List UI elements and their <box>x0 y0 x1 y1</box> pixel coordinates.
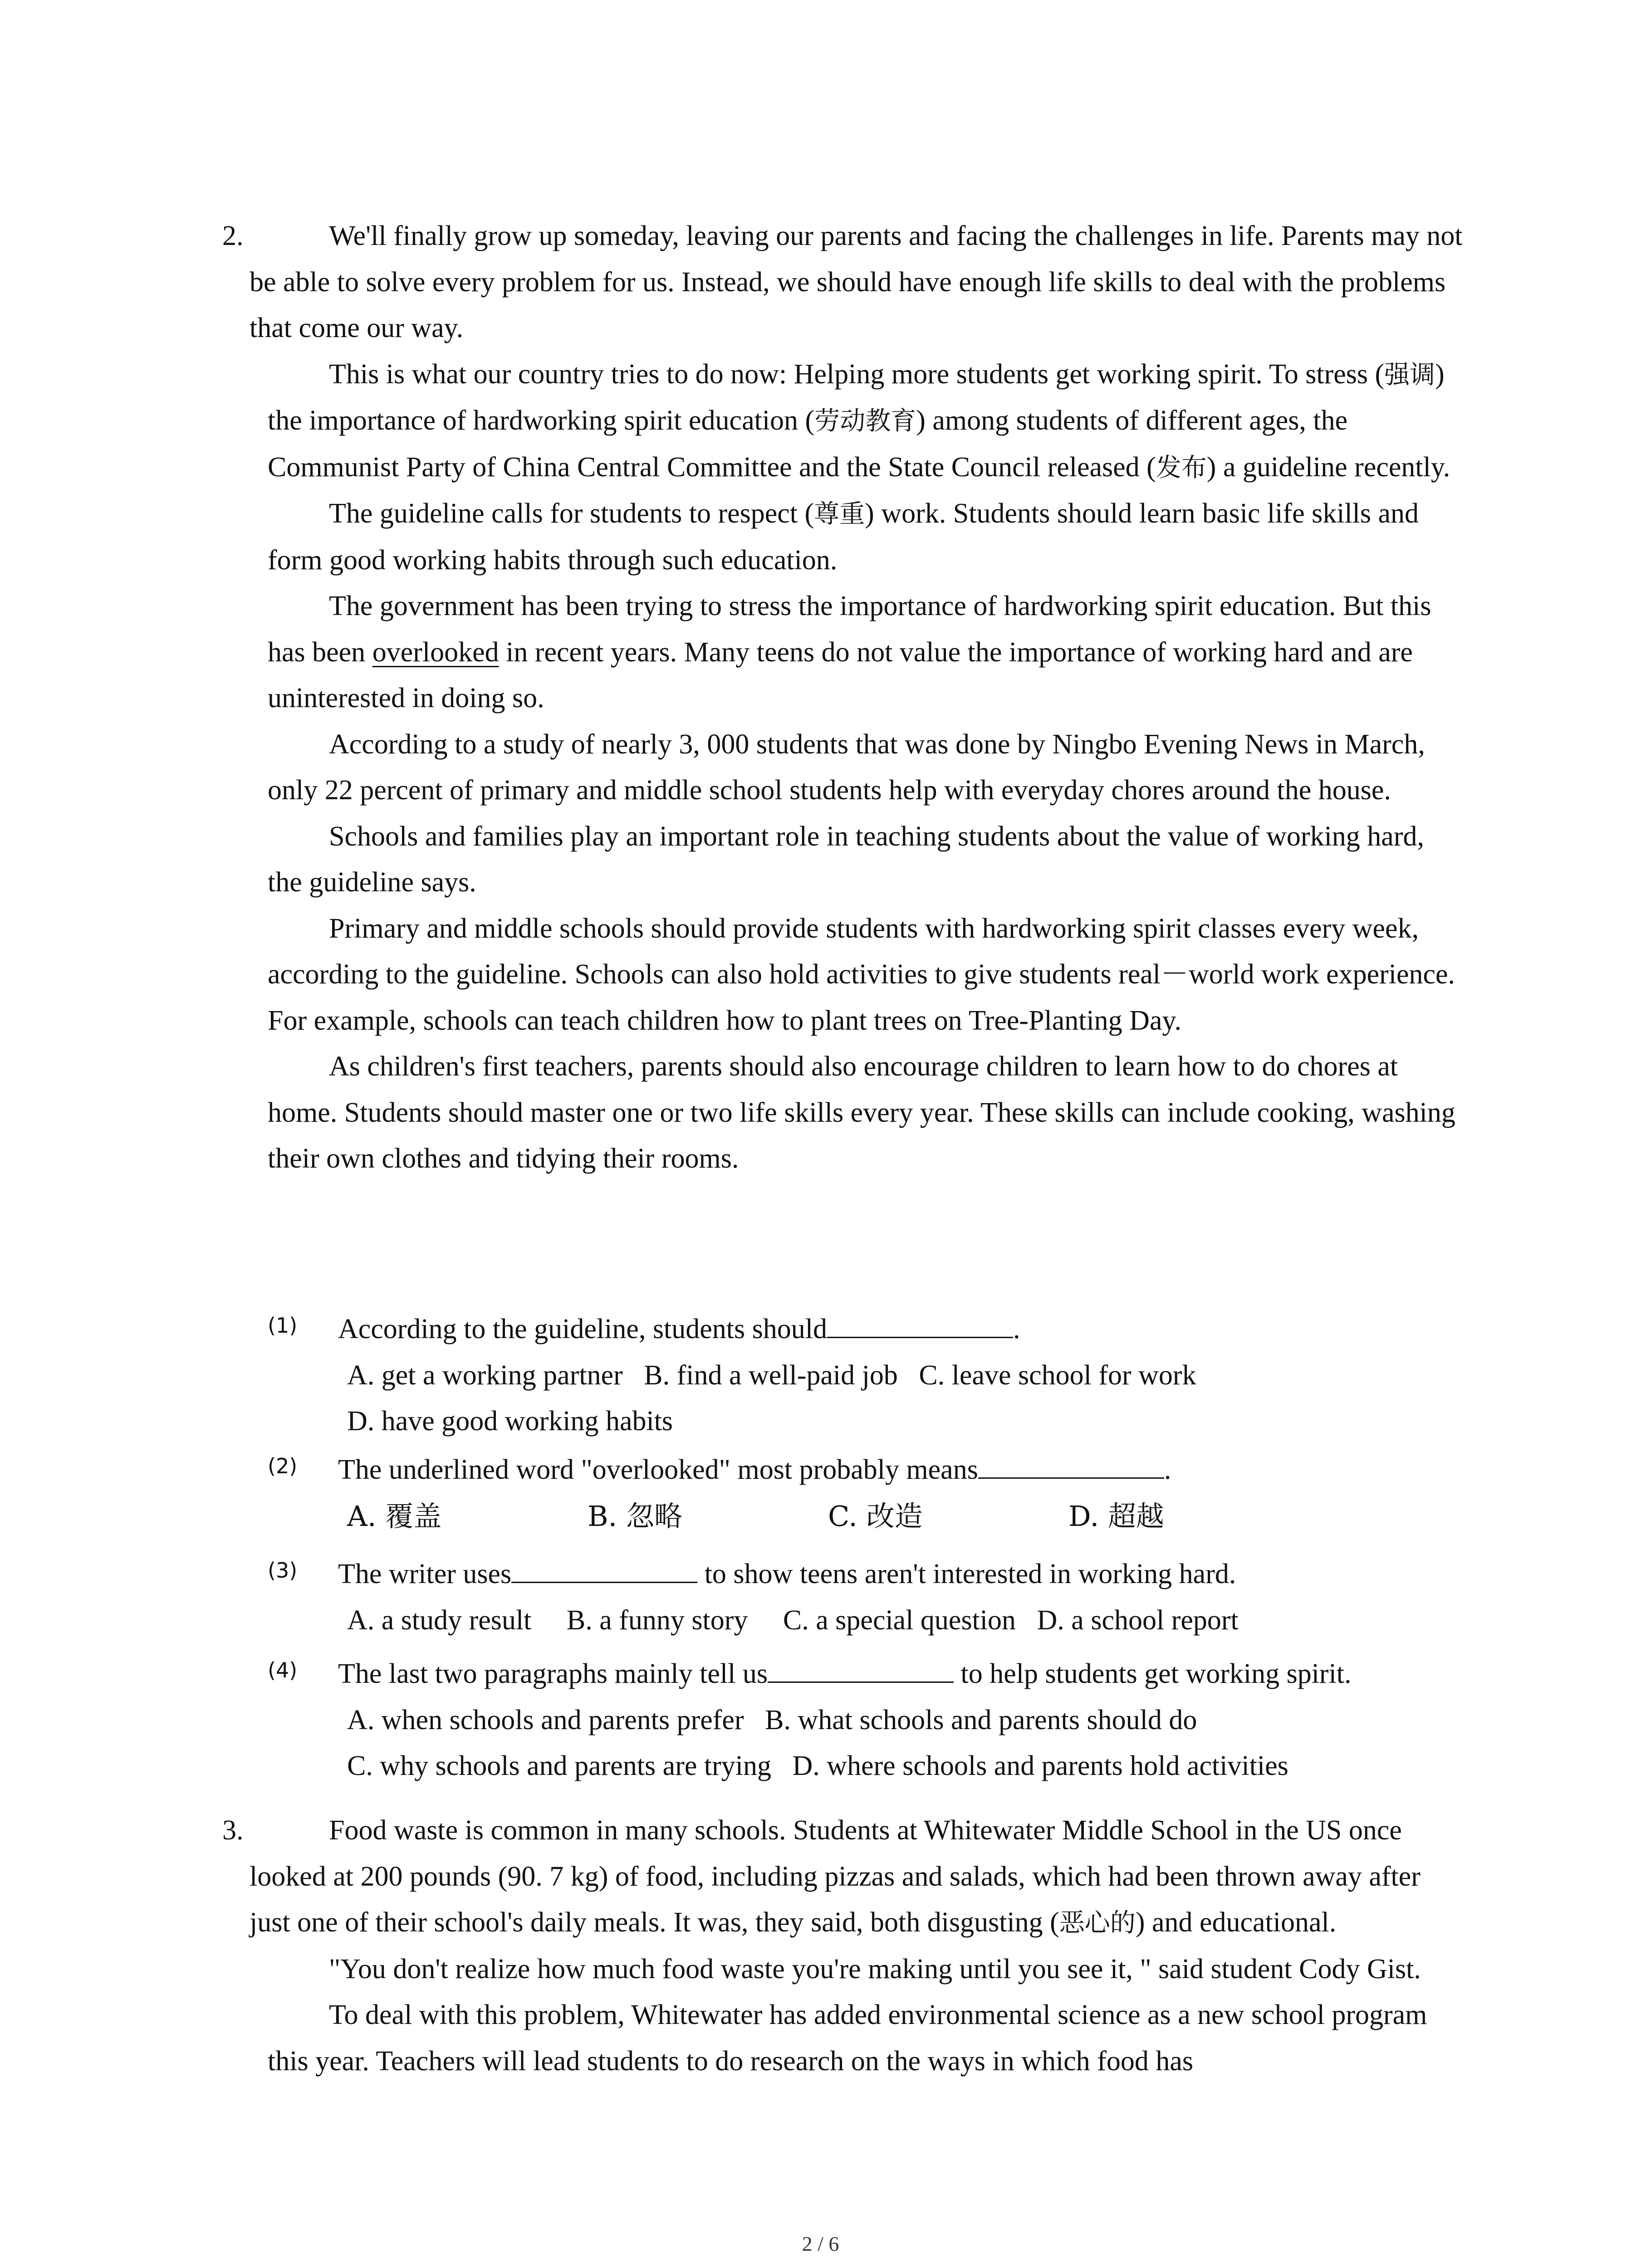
option-d: D. 超越 <box>1068 1499 1164 1533</box>
options <box>347 1493 1493 1539</box>
q2-passage <box>250 213 1465 1182</box>
question-stem: The underlined word "overlooked" most probably means . <box>338 1447 1493 1493</box>
paragraph: This is what our country tries to do now: Helping more students get working spirit. To stress (强调) the importance of hardworking spirit education (劳动教育) among students of different ages, the Communist Party of China Central Committee and the State Council released (发布) a guideline recently. <box>268 358 1450 483</box>
option-a: A. get a working partner <box>347 1359 623 1391</box>
paragraph: Primary and middle schools should provide students with hardworking spirit classes every week, according to the guideline. Schools can also hold activities to give students real－world work experience. For example, schools can teach children how to plant trees on Tree-Planting Day. <box>268 913 1455 1036</box>
option-d: D. have good working habits <box>347 1406 673 1437</box>
options <box>347 1697 1493 1744</box>
question-stem: The last two paragraphs mainly tell us to help students get working spirit. <box>338 1651 1493 1697</box>
paragraph <box>250 213 1465 352</box>
q3-passage <box>250 1808 1465 2084</box>
answer-blank <box>768 1656 954 1683</box>
paragraph: Food waste is common in many schools. Students at Whitewater Middle School in the US once looked at 200 pounds (90. 7 kg) of food, including pizzas and salads, which had been thrown away after just one of their school's daily meals. It was, they said, both disgusting (恶心的) and educational. <box>250 1815 1421 1938</box>
options <box>347 1743 1493 1789</box>
option-b: B. find a well-paid job <box>644 1359 898 1391</box>
question-number: 2. <box>222 220 244 251</box>
option-b: B. 忽略 <box>588 1499 682 1533</box>
option-b: B. what schools and parents should do <box>765 1704 1197 1735</box>
underlined-word: overlooked <box>372 636 499 668</box>
page-number: 2 / 6 <box>802 2232 839 2255</box>
answer-blank <box>978 1452 1164 1479</box>
option-d: D. a school report <box>1037 1604 1239 1636</box>
answer-blank <box>511 1556 697 1583</box>
paragraph: The guideline calls for students to respect (尊重) work. Students should learn basic life skills and form good working habits through such education. <box>268 498 1419 576</box>
option-b: B. a funny story <box>566 1604 748 1636</box>
option-c: C. why schools and parents are trying <box>347 1750 771 1781</box>
sub-question-1 <box>268 1306 1493 1445</box>
option-a: A. when schools and parents prefer <box>347 1704 744 1735</box>
paragraph-text: We'll finally grow up someday, leaving our parents and facing the challenges in life. Parents may not be able to solve every problem for us. Instead, we should have enough life skills to deal with the problems that come our way. <box>250 220 1463 343</box>
sub-question-2 <box>268 1447 1493 1539</box>
paragraph: As children's first teachers, parents should also encourage children to learn how to do chores at home. Students should master one or two life skills every year. These skills can include cooking, washing their own clothes and tidying their rooms. <box>268 1051 1455 1174</box>
sub-question-number: (3) <box>268 1558 298 1583</box>
options <box>347 1598 1493 1644</box>
option-a: A. 覆盖 <box>347 1499 442 1533</box>
options <box>347 1398 1493 1445</box>
sub-question-number: (1) <box>268 1313 298 1338</box>
option-c: C. 改造 <box>828 1499 923 1533</box>
paragraph: According to a study of nearly 3, 000 students that was done by Ningbo Evening News in March, only 22 percent of primary and middle school students help with everyday chores around the house. <box>268 728 1425 806</box>
answer-blank <box>827 1311 1013 1338</box>
option-c: C. a special question <box>783 1604 1016 1636</box>
option-d: D. where schools and parents hold activities <box>792 1750 1288 1781</box>
paragraph: The government has been trying to stress the importance of hardworking spirit education. But this has been overlooked in recent years. Many teens do not value the importance of working hard and are uninterested in doing so. <box>268 591 1431 714</box>
options <box>347 1353 1493 1399</box>
option-a: A. a study result <box>347 1604 532 1636</box>
question-stem: According to the guideline, students should . <box>338 1306 1493 1353</box>
paragraph: To deal with this problem, Whitewater has added environmental science as a new school program this year. Teachers will lead students to do research on the ways in which food has <box>268 1999 1427 2077</box>
paragraph: "You don't realize how much food waste you're making until you see it, " said student Cody Gist. <box>329 1953 1421 1984</box>
sub-question-number: (4) <box>268 1658 298 1682</box>
sub-question-4 <box>268 1651 1493 1789</box>
question-number: 3. <box>222 1815 244 1846</box>
paragraph: Schools and families play an important role in teaching students about the value of working hard, the guideline says. <box>268 821 1424 898</box>
sub-question-3 <box>268 1551 1493 1643</box>
option-c: C. leave school for work <box>919 1359 1196 1391</box>
sub-question-number: (2) <box>268 1454 298 1478</box>
question-stem: The writer uses to show teens aren't interested in working hard. <box>338 1551 1493 1598</box>
